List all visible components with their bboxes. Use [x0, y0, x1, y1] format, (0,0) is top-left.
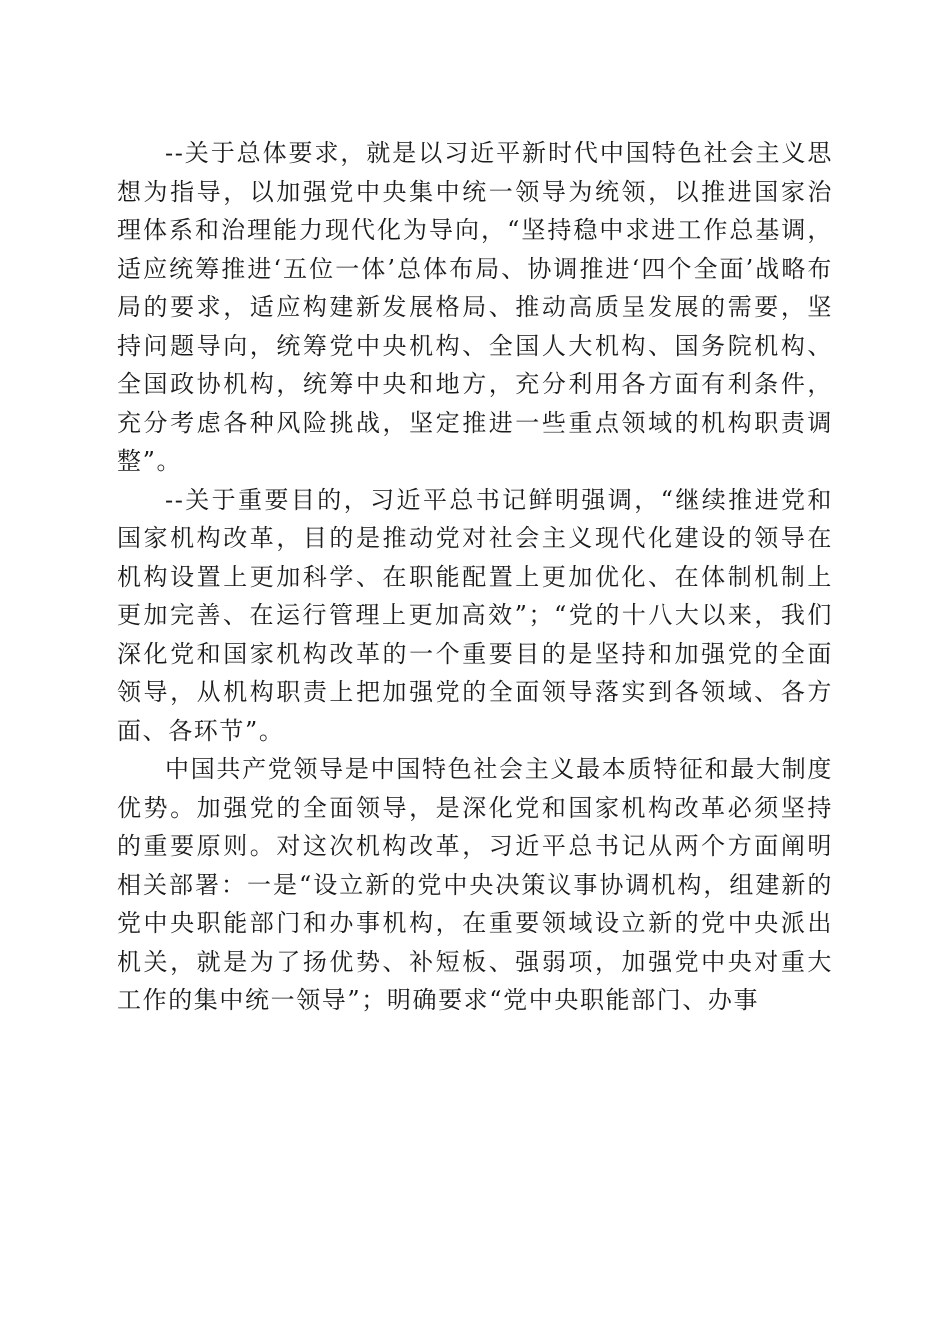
paragraph-overall-requirements: --关于总体要求，就是以习近平新时代中国特色社会主义思想为指导，以加强党中央集中统一领导为统领，以推进国家治理体系和治理能力现代化为导向，“坚持稳中求进工作总基调，适应统筹推进‘五位一体’总体布局、协调推进‘四个全面’战略布局的要求，适应构建新发展格局、推动高质呈发展的需要，坚持问题导向，统筹党中央机构、全国人大机构、国务院机构、全国政协机构，统筹中央和地方，充分利用各方面有利条件，充分考虑各种风险挑战，坚定推进一些重点领域的机构职责调整”。	[117, 139, 833, 475]
document-page	[117, 134, 833, 1020]
paragraph-party-leadership: 中国共产党领导是中国特色社会主义最本质特征和最大制度优势。加强党的全面领导，是深化党和国家机构改革必须坚持的重要原则。对这次机构改革，习近平总书记从两个方面阐明相关部署：一是“设立新的党中央决策议事协调机构，组建新的党中央职能部门和办事机构，在重要领域设立新的党中央派出机关，就是为了扬优势、补短板、强弱项，加强党中央对重大工作的集中统一领导”；明确要求“党中央职能部门、办事	[117, 755, 833, 1014]
paragraph-important-purpose: --关于重要目的，习近平总书记鲜明强调，“继续推进党和国家机构改革，目的是推动党对社会主义现代化建设的领导在机构设置上更加科学、在职能配置上更加优化、在体制机制上更加完善、在运行管理上更加高效”；“党的十八大以来，我们深化党和国家机构改革的一个重要目的是坚持和加强党的全面领导，从机构职责上把加强党的全面领导落实到各领域、各方面、各环节”。	[117, 485, 833, 745]
